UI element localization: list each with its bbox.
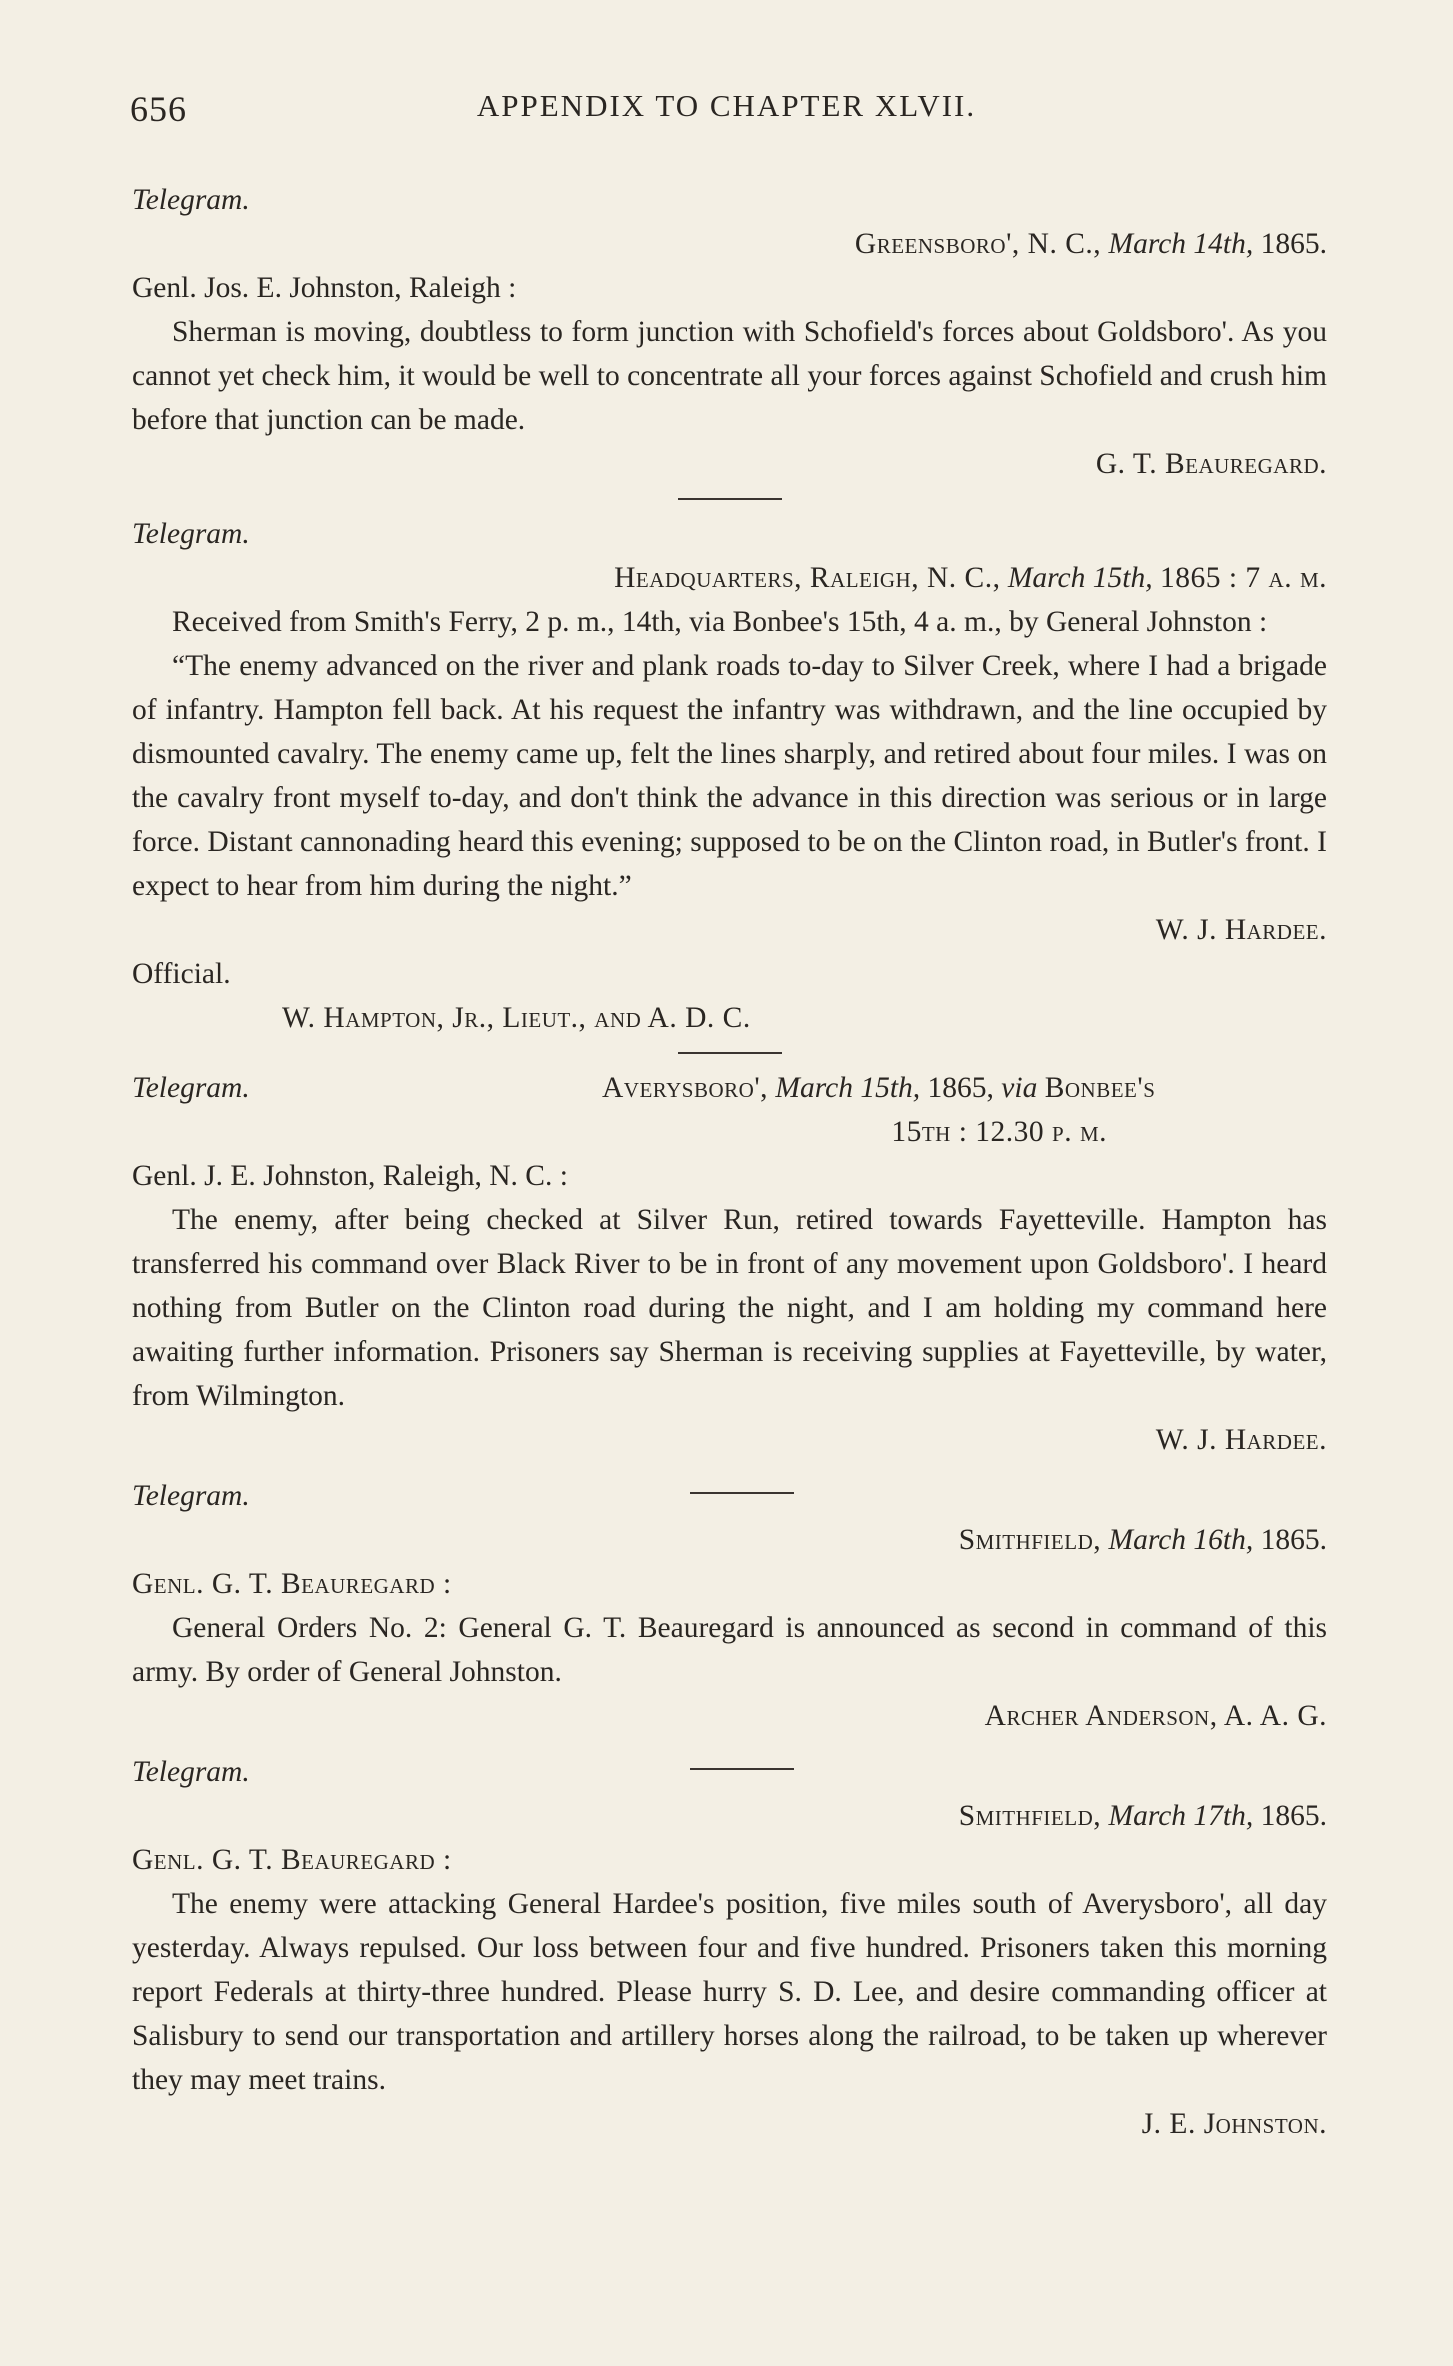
dateline-date: March 16th, (1108, 1524, 1254, 1556)
dateline-year: 1865, (927, 1072, 994, 1104)
dateline-date: March 15th, (1007, 562, 1153, 594)
dateline-year: 1865. (1260, 1524, 1327, 1556)
dateline-continued: 15th : 12.30 p. m. (891, 1116, 1107, 1148)
page-number: 656 (130, 89, 187, 129)
dateline-date: March 14th, (1108, 228, 1254, 260)
message-paragraph: General Orders No. 2: General G. T. Beauregard is announced as second in command of this army. By order of General Johnston. (132, 1612, 1327, 1688)
dateline (132, 1794, 1327, 1838)
official-label: Official. (132, 958, 231, 990)
dateline-place: Smithfield, (958, 1800, 1102, 1832)
dateline-place: Smithfield, (958, 1524, 1102, 1556)
signature: W. J. Hardee. (1155, 1424, 1327, 1456)
dateline (132, 1518, 1327, 1562)
addressee: Genl. J. E. Johnston, Raleigh, N. C. : (132, 1160, 568, 1192)
section-divider (690, 1492, 794, 1494)
telegram-1 (132, 178, 1327, 486)
intro-line: Received from Smith's Ferry, 2 p. m., 14th, via Bonbee's 15th, 4 a. m., by General Johnston : (172, 606, 1268, 638)
message-paragraph: The enemy were attacking General Hardee's position, five miles south of Averysboro', all day yesterday. Always repulsed. Our loss between four and five hundred. Prisoners taken this morning report Federals at thirty-three hundred. Please hurry S. D. Lee, and desire commanding officer at Salisbury to send our transportation and artillery horses along the railroad, to be taken up wherever they may meet trains. (132, 1888, 1327, 2096)
message-paragraph: The enemy, after being checked at Silver Run, retired towards Fayetteville. Hampton has transferred his command over Black River to be in front of any movement upon Goldsboro'. I heard nothing from Butler on the Clinton road during the night, and I am holding my command here awaiting further information. Prisoners say Sherman is receiving supplies at Fayetteville, by water, from Wilmington. (132, 1204, 1327, 1412)
running-head: APPENDIX TO CHAPTER XLVII. (476, 88, 977, 123)
telegram-label: Telegram. (132, 184, 250, 216)
message-paragraph: Sherman is moving, doubtless to form junction with Schofield's forces about Goldsboro'. As you cannot yet check him, it would be well to concentrate all your forces against Schofield and crush him before that junction can be made. (132, 316, 1327, 436)
dateline-via: via (1001, 1072, 1038, 1104)
dateline-year: 1865. (1260, 1800, 1327, 1832)
signature: W. J. Hardee. (1155, 914, 1327, 946)
telegram-3 (132, 1066, 1327, 1462)
page-header (0, 88, 1453, 132)
telegram-2 (132, 512, 1327, 1040)
signature: Archer Anderson, A. A. G. (984, 1700, 1327, 1732)
official-signature (132, 996, 1327, 1040)
signature: G. T. Beauregard. (1095, 448, 1327, 480)
addressee: Genl. G. T. Beauregard : (132, 1844, 452, 1876)
dateline-year: 1865 : 7 a. m. (1159, 562, 1327, 594)
official-signature-text: W. Hampton, Jr., Lieut., and A. D. C. (282, 1002, 751, 1034)
telegram-5 (132, 1750, 1327, 2146)
page-body (132, 178, 1327, 2146)
telegram-label: Telegram. (132, 518, 250, 550)
telegram-4 (132, 1474, 1327, 1738)
dateline-place: Headquarters, Raleigh, N. C., (614, 562, 1001, 594)
dateline-via-place: Bonbee's (1044, 1072, 1156, 1104)
telegram-label: Telegram. (132, 1480, 250, 1512)
addressee: Genl. Jos. E. Johnston, Raleigh : (132, 272, 517, 304)
signature: J. E. Johnston. (1141, 2108, 1327, 2140)
dateline-date: March 15th, (775, 1072, 921, 1104)
dateline-year: 1865. (1260, 228, 1327, 260)
message-paragraph: “The enemy advanced on the river and plank roads to-day to Silver Creek, where I had a brigade of infantry. Hampton fell back. At his request the infantry was withdrawn, and the line occupied by dismounted cavalry. The enemy came up, felt the lines sharply, and retired about four miles. I was on the cavalry front myself to-day, and don't think the advance in this direction was serious or in large force. Distant cannonading heard this evening; supposed to be on the Clinton road, in Butler's front. I expect to hear from him during the night.” (132, 650, 1327, 902)
section-divider (690, 1768, 794, 1770)
dateline-place: Greensboro', N. C., (854, 228, 1102, 260)
telegram-label: Telegram. (132, 1072, 250, 1104)
dateline (132, 222, 1327, 266)
dateline (132, 556, 1327, 600)
dateline (132, 1066, 1327, 1110)
dateline-date: March 17th, (1108, 1800, 1254, 1832)
telegram-label: Telegram. (132, 1756, 250, 1788)
addressee: Genl. G. T. Beauregard : (132, 1568, 452, 1600)
dateline-place: Averysboro', (602, 1072, 769, 1104)
